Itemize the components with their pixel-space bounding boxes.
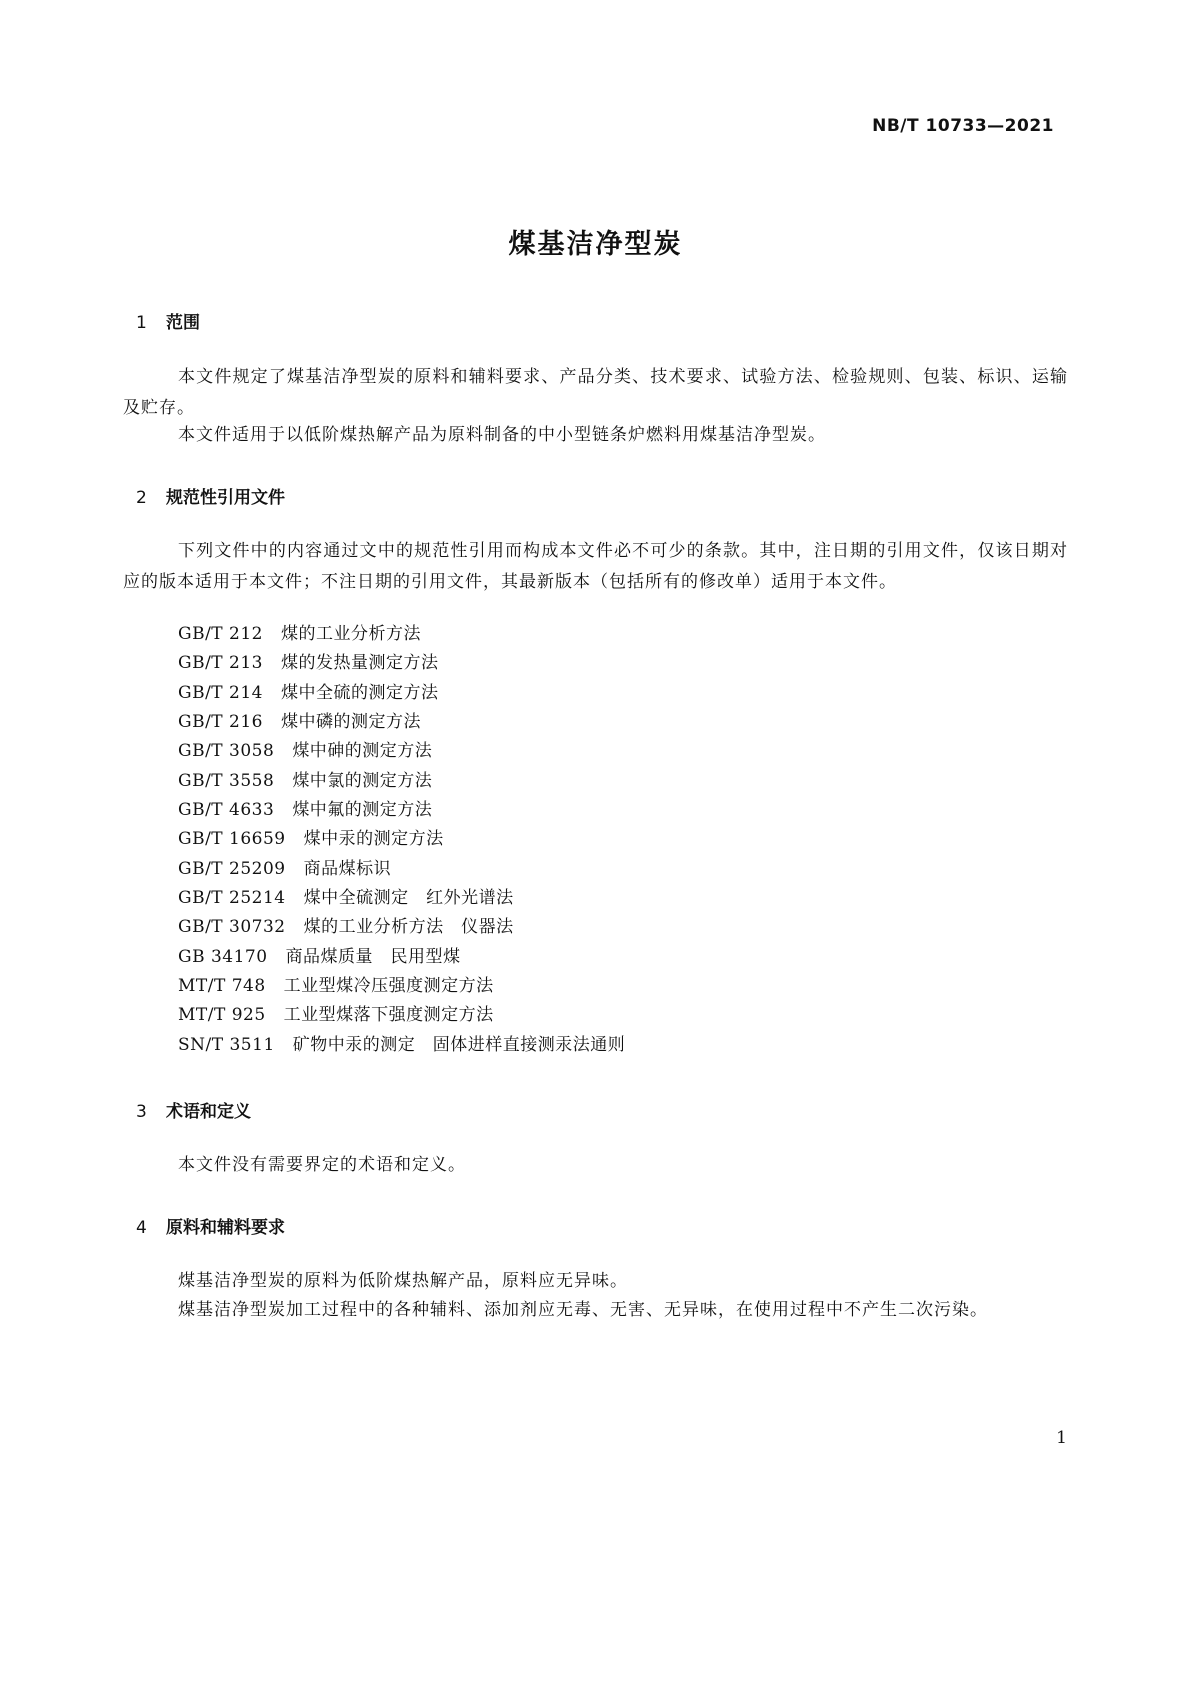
reference-code: MT/T 925 xyxy=(178,1005,266,1026)
reference-code: GB/T 25214 xyxy=(178,888,286,909)
reference-code: GB/T 3058 xyxy=(178,741,275,762)
reference-title: 煤中氟的测定方法 xyxy=(292,800,433,821)
section-title: 术语和定义 xyxy=(166,1102,251,1122)
list-item xyxy=(178,649,625,678)
list-item xyxy=(178,855,625,884)
reference-title: 商品煤质量 民用型煤 xyxy=(285,946,461,967)
list-item xyxy=(178,913,625,942)
reference-title: 矿物中汞的测定 固体进样直接测汞法通则 xyxy=(292,1034,626,1055)
reference-code: SN/T 3511 xyxy=(178,1034,275,1055)
reference-code: GB/T 30732 xyxy=(178,917,286,938)
page-number: 1 xyxy=(1056,1428,1067,1448)
section-number: 4 xyxy=(136,1218,147,1238)
section-number: 1 xyxy=(136,313,147,333)
standard-code: NB/T 10733—2021 xyxy=(872,116,1054,136)
paragraph: 下列文件中的内容通过文中的规范性引用而构成本文件必不可少的条款。其中，注日期的引用文件，仅该日期对应的版本适用于本文件；不注日期的引用文件，其最新版本（包括所有的修改单）适用于本文件。 xyxy=(123,541,1068,592)
list-item xyxy=(178,884,625,913)
section-heading-normative-references xyxy=(136,483,285,508)
list-item xyxy=(178,1031,625,1060)
list-item xyxy=(178,825,625,854)
paragraph: 本文件规定了煤基洁净型炭的原料和辅料要求、产品分类、技术要求、试验方法、检验规则、包装、标识、运输及贮存。 xyxy=(123,367,1068,418)
paragraph: 煤基洁净型炭的原料为低阶煤热解产品，原料应无异味。 xyxy=(178,1271,628,1291)
reference-code: MT/T 748 xyxy=(178,976,266,997)
reference-code: GB/T 3558 xyxy=(178,770,275,791)
reference-title: 煤中磷的测定方法 xyxy=(281,712,421,733)
reference-code: GB 34170 xyxy=(178,946,268,967)
list-item xyxy=(178,767,625,796)
document-title: 煤基洁净型炭 xyxy=(508,229,683,260)
reference-title: 煤的工业分析方法 xyxy=(281,624,421,644)
reference-title: 工业型煤落下强度测定方法 xyxy=(283,1005,494,1026)
reference-title: 工业型煤冷压强度测定方法 xyxy=(283,976,494,997)
section-title: 规范性引用文件 xyxy=(166,488,285,508)
reference-code: GB/T 25209 xyxy=(178,858,286,879)
reference-code: GB/T 213 xyxy=(178,653,263,674)
reference-list xyxy=(178,620,625,1060)
paragraph: 本文件没有需要界定的术语和定义。 xyxy=(178,1155,466,1175)
section-heading-scope xyxy=(136,308,200,333)
reference-title: 煤中全硫测定 红外光谱法 xyxy=(303,888,514,909)
section-heading-raw-materials xyxy=(136,1213,285,1238)
paragraph: 本文件适用于以低阶煤热解产品为原料制备的中小型链条炉燃料用煤基洁净型炭。 xyxy=(178,425,826,445)
list-item xyxy=(178,943,625,972)
reference-code: GB/T 216 xyxy=(178,712,263,733)
reference-title: 商品煤标识 xyxy=(303,858,392,879)
list-item xyxy=(178,737,625,766)
list-item xyxy=(178,708,625,737)
reference-code: GB/T 214 xyxy=(178,682,263,703)
list-item xyxy=(178,620,625,649)
reference-code: GB/T 4633 xyxy=(178,800,275,821)
paragraph: 煤基洁净型炭加工过程中的各种辅料、添加剂应无毒、无害、无异味，在使用过程中不产生二次污染。 xyxy=(178,1300,988,1320)
reference-title: 煤的工业分析方法 仪器法 xyxy=(303,917,514,938)
list-item xyxy=(178,1001,625,1030)
reference-title: 煤中全硫的测定方法 xyxy=(281,682,439,703)
reference-title: 煤中砷的测定方法 xyxy=(292,741,433,762)
reference-code: GB/T 16659 xyxy=(178,829,286,850)
list-item xyxy=(178,796,625,825)
section-number: 2 xyxy=(136,488,147,508)
reference-code: GB/T 212 xyxy=(178,624,263,644)
section-title: 原料和辅料要求 xyxy=(166,1218,285,1238)
reference-title: 煤中汞的测定方法 xyxy=(303,829,444,850)
reference-title: 煤的发热量测定方法 xyxy=(281,653,439,674)
list-item xyxy=(178,679,625,708)
section-number: 3 xyxy=(136,1102,147,1122)
reference-title: 煤中氯的测定方法 xyxy=(292,770,433,791)
section-heading-terms-and-definitions xyxy=(136,1097,251,1122)
list-item xyxy=(178,972,625,1001)
section-title: 范围 xyxy=(166,313,200,333)
